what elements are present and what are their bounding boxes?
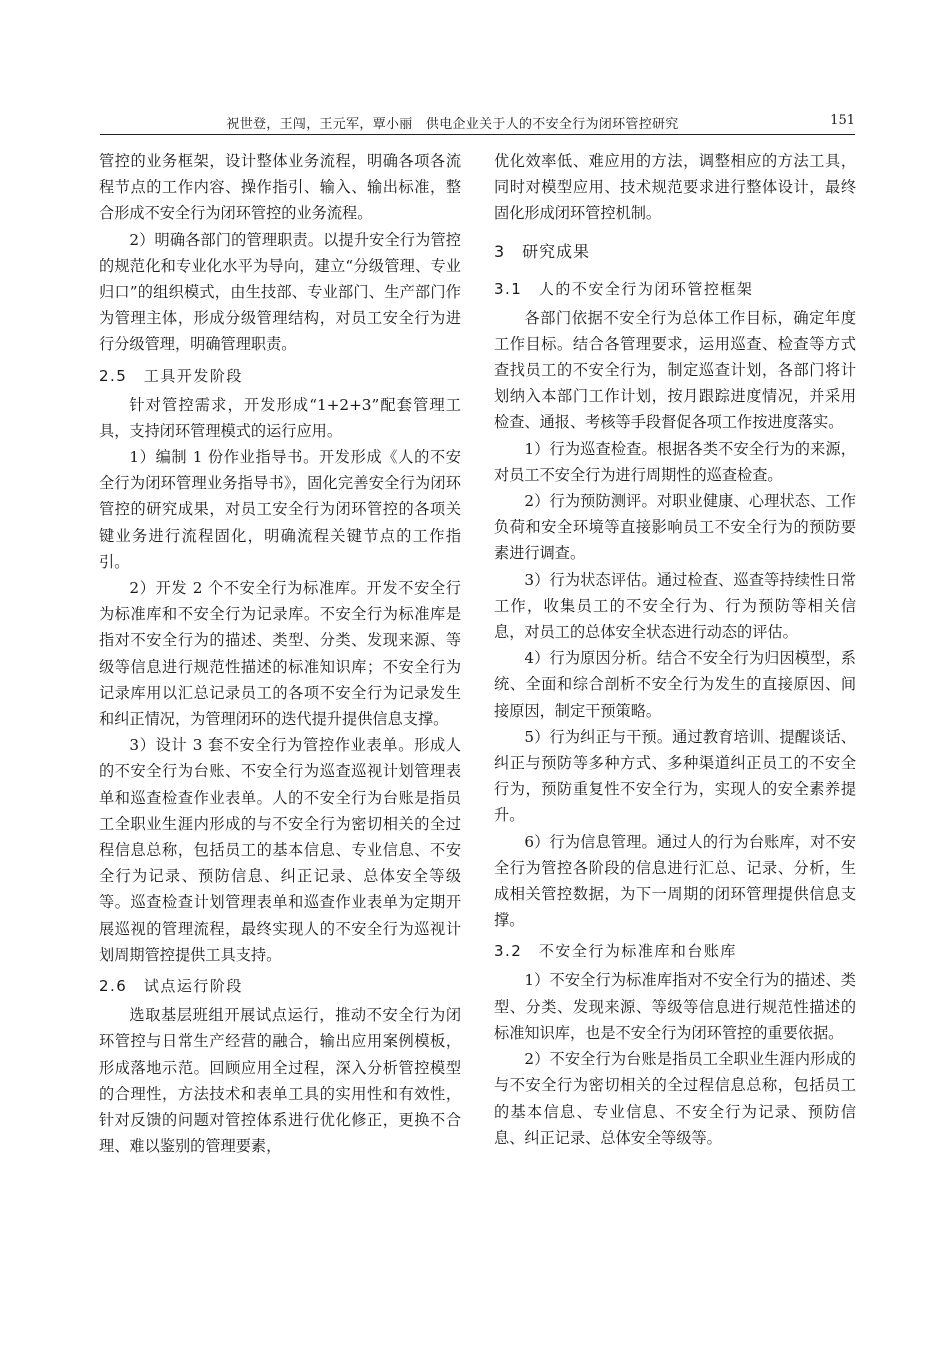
paragraph-continuation-right: 优化效率低、难应用的方法，调整相应的方法工具，同时对模型应用、技术规范要求进行整体设计，最终固化形成闭环管控机制。 xyxy=(494,152,856,223)
paragraph-tools-intro: 针对管控需求，开发形成“1+2+3”配套管理工具，支持闭环管理模式的运行应用。 xyxy=(99,395,461,440)
paragraph-dept-duties: 2）明确各部门的管理职责。以提升安全行为管控的规范化和专业化水平为导向，建立“分级管理、专业归口”的组织模式，由生技部、专业部门、生产部门作为管理主体，形成分级管理结构，对员工安全行为进行分级管理，明确管理职责。 xyxy=(99,230,461,354)
right-column xyxy=(494,148,856,1151)
paragraph-framework-4: 4）行为原因分析。结合不安全行为归因模型，系统、全面和综合剖析不安全行为发生的直接原因、间接原因，制定干预策略。 xyxy=(494,649,856,720)
paragraph-pilot: 选取基层班组开展试点运行，推动不安全行为闭环管控与日常生产经营的融合，输出应用案例模板，形成落地示范。回顾应用全过程，深入分析管控模型的合理性，方法技术和表单工具的实用性和有效性，针对反馈的问题对管控体系进行优化修正，更换不合理、难以鉴别的管理要素， xyxy=(99,1006,461,1156)
paragraph-tools-1: 1）编制 1 份作业指导书。开发形成《人的不安全行为闭环管理业务指导书》，固化完善安全行为闭环管控的研究成果，对员工安全行为闭环管控的各项关键业务进行流程固化，明确流程关键节点的工作指引。 xyxy=(99,448,461,571)
section-heading-3: 3 研究成果 xyxy=(494,241,591,261)
paragraph-continuation: 管控的业务框架，设计整体业务流程，明确各项各流程节点的工作内容、操作指引、输入、输出标准，整合形成不安全行为闭环管控的业务流程。 xyxy=(99,152,461,223)
paragraph-standard-1: 1）不安全行为标准库指对不安全行为的描述、类型、分类、发现来源、等级等信息进行规范性描述的标准知识库，也是不安全行为闭环管控的重要依据。 xyxy=(494,971,856,1042)
page-number: 151 xyxy=(830,113,855,128)
left-column xyxy=(99,148,461,1159)
section-heading-2-5: 2.5 工具开发阶段 xyxy=(99,366,243,385)
paragraph-tools-2: 2）开发 2 个不安全行为标准库。开发不安全行为标准库和不安全行为记录库。不安全行为标准库是指对不安全行为的描述、类型、分类、发现来源、等级等信息进行规范性描述的标准知识库；不安全行为记录库用以汇总记录员工的各项不安全行为记录发生和纠正情况，为管理闭环的迭代提升提供信息支撑。 xyxy=(99,579,461,729)
section-heading-3-2: 3.2 不安全行为标准库和台账库 xyxy=(494,942,737,961)
paragraph-framework-5: 5）行为纠正与干预。通过教育培训、提醒谈话、纠正与预防等多种方式、多种渠道纠正员工的不安全行为，预防重复性不安全行为，实现人的安全素养提升。 xyxy=(494,727,856,825)
paragraph-standard-2: 2）不安全行为台账是指员工全职业生涯内形成的与不安全行为密切相关的全过程信息总称，包括员工的基本信息、专业信息、不安全行为记录、预防信息、纠正记录、总体安全等级等。 xyxy=(494,1050,856,1147)
section-heading-3-1: 3.1 人的不安全行为闭环管控框架 xyxy=(494,279,754,298)
paragraph-framework: 各部门依据不安全行为总体工作目标，确定年度工作目标。结合各管理要求，运用巡查、检查等方式查找员工的不安全行为，制定巡查计划，各部门将计划纳入本部门工作计划，按月跟踪进度情况，并采用检查、通报、考核等手段督促各项工作按进度落实。 xyxy=(494,308,856,432)
paragraph-framework-6: 6）行为信息管理。通过人的行为台账库，对不安全行为管控各阶段的信息进行汇总、记录、分析，生成相关管控数据，为下一周期的闭环管理提供信息支撑。 xyxy=(494,832,856,930)
paragraph-tools-3: 3）设计 3 套不安全行为管控作业表单。形成人的不安全行为台账、不安全行为巡查巡视计划管理表单和巡查检查作业表单。人的不安全行为台账是指员工全职业生涯内形成的与不安全行为密切相关的全过程信息总称，包括员工的基本信息、专业信息、不安全行为记录、预防信息、纠正记录、总体安全等级等。巡查检查计划管理表单和巡查作业表单为定期开展巡视的管理流程，最终实现人的不安全行为巡视计划周期管控提供工具支持。 xyxy=(99,736,461,964)
section-heading-2-6: 2.6 试点运行阶段 xyxy=(99,977,243,996)
paragraph-framework-2: 2）行为预防测评。对职业健康、心理状态、工作负荷和安全环境等直接影响员工不安全行为的预防要素进行调查。 xyxy=(494,492,856,563)
paragraph-framework-3: 3）行为状态评估。通过检查、巡查等持续性日常工作，收集员工的不安全行为、行为预防等相关信息，对员工的总体安全状态进行动态的评估。 xyxy=(494,570,856,642)
paragraph-framework-1: 1）行为巡查检查。根据各类不安全行为的来源，对员工不安全行为进行周期性的巡查检查。 xyxy=(494,439,856,484)
running-header-title: 祝世登，王闯，王元军，覃小丽 供电企业关于人的不安全行为闭环管控研究 xyxy=(226,117,679,132)
running-header xyxy=(100,110,855,135)
